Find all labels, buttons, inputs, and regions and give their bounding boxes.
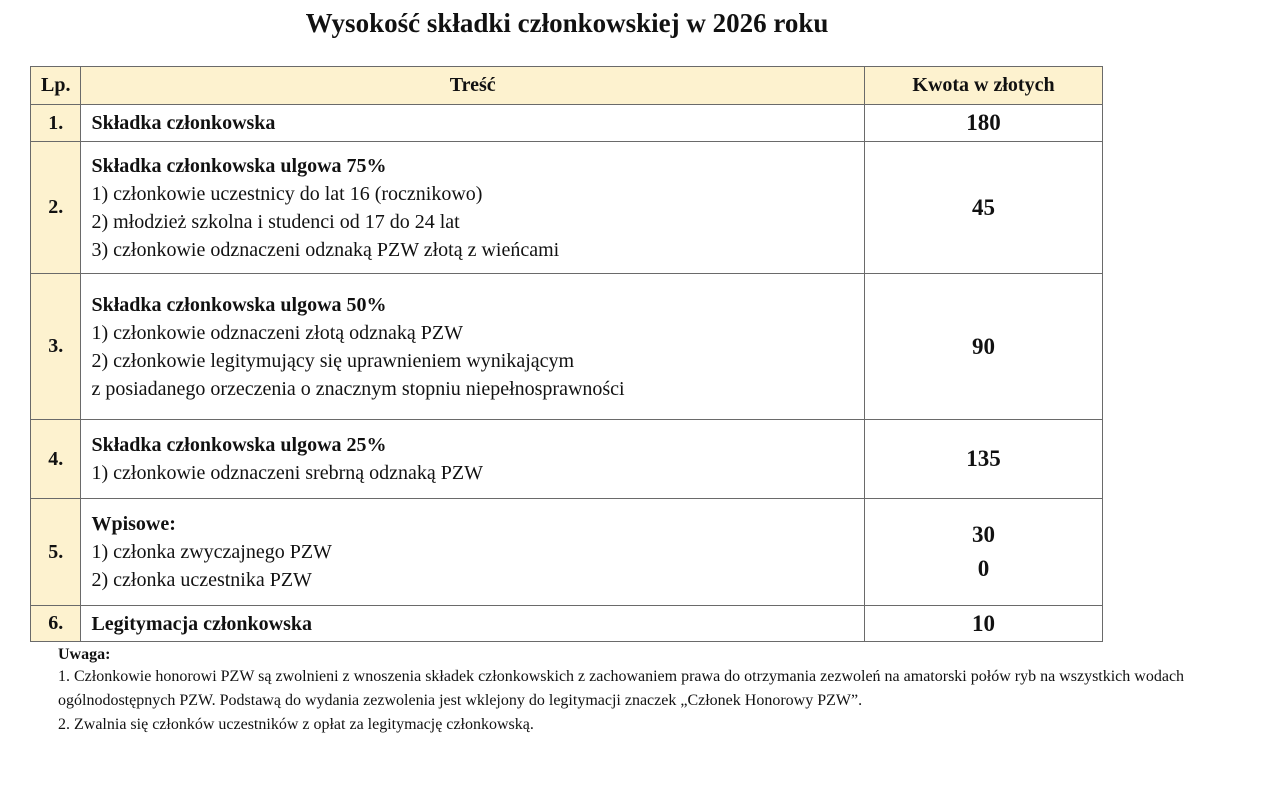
note-item: 1. Członkowie honorowi PZW są zwolnieni z wnoszenia składek członkowskich z zachowaniem prawa do otrzymania zezwoleń na amatorski połów ryb na wszystkich wodach ogólnodostępnych PZW. Podstawą do wydania zezwolenia jest wklejony do legitymacji znaczek „Członek Honorowy PZW”.: [58, 668, 1185, 709]
row-heading: Składka członkowska ulgowa 50%: [91, 293, 387, 316]
header-content: Treść: [81, 67, 865, 105]
table-row: [31, 274, 1103, 420]
row-amount: [865, 420, 1103, 499]
row-number: 5.: [31, 499, 81, 606]
row-heading: Składka członkowska ulgowa 75%: [91, 154, 387, 177]
table-row: [31, 105, 1103, 142]
row-line: 1) członka zwyczajnego PZW: [91, 541, 332, 563]
row-amount: [865, 606, 1103, 642]
amount-value: 0: [977, 556, 990, 581]
header-amount: Kwota w złotych: [865, 67, 1103, 105]
row-amount: [865, 142, 1103, 274]
amount-value: 45: [972, 194, 995, 220]
table-header-row: [31, 67, 1103, 105]
row-line: 1) członkowie uczestnicy do lat 16 (rocznikowo): [91, 182, 483, 205]
row-line: 3) członkowie odznaczeni odznaką PZW złotą z wieńcami: [91, 238, 560, 261]
row-amount: [865, 274, 1103, 420]
amount-value: 10: [972, 610, 995, 636]
row-line: 1) członkowie odznaczeni złotą odznaką PZW: [91, 321, 463, 344]
row-line: 2) członka uczestnika PZW: [91, 569, 312, 591]
amount-value: 90: [972, 333, 995, 359]
row-number: 4.: [31, 420, 81, 499]
row-line: 2) młodzież szkolna i studenci od 17 do 24 lat: [91, 210, 460, 233]
row-content: [81, 606, 865, 642]
row-number: 1.: [31, 105, 81, 142]
row-heading: Wpisowe:: [91, 513, 176, 535]
note-item: 2. Zwalnia się członków uczestników z opłat za legitymację członkowską.: [58, 716, 534, 733]
header-lp: Lp.: [31, 67, 81, 105]
row-heading: Składka członkowska ulgowa 25%: [91, 434, 387, 456]
notes-heading: Uwaga:: [58, 646, 111, 663]
row-number: 3.: [31, 274, 81, 420]
table-row: [31, 420, 1103, 499]
table-row: [31, 606, 1103, 642]
notes: [58, 645, 1248, 737]
table-row: [31, 499, 1103, 606]
row-heading: Składka członkowska: [91, 112, 276, 134]
row-line: 1) członkowie odznaczeni srebrną odznaką PZW: [91, 462, 483, 484]
amount-value: 180: [966, 110, 1001, 135]
row-content: [81, 420, 865, 499]
fee-table: [30, 66, 1103, 642]
row-content: [81, 142, 865, 274]
row-line: z posiadanego orzeczenia o znacznym stopniu niepełnosprawności: [91, 377, 625, 400]
amount-value: 135: [966, 446, 1001, 471]
row-content: [81, 105, 865, 142]
row-line: 2) członkowie legitymujący się uprawnieniem wynikającym: [91, 349, 575, 372]
table-row: [31, 142, 1103, 274]
row-number: 2.: [31, 142, 81, 274]
amount-value: 30: [972, 522, 995, 547]
page-title: Wysokość składki członkowskiej w 2026 roku: [305, 8, 829, 38]
row-content: [81, 274, 865, 420]
row-heading: Legitymacja członkowska: [91, 612, 313, 635]
row-content: [81, 499, 865, 606]
row-amount: [865, 499, 1103, 606]
row-amount: [865, 105, 1103, 142]
row-number: 6.: [31, 606, 81, 642]
